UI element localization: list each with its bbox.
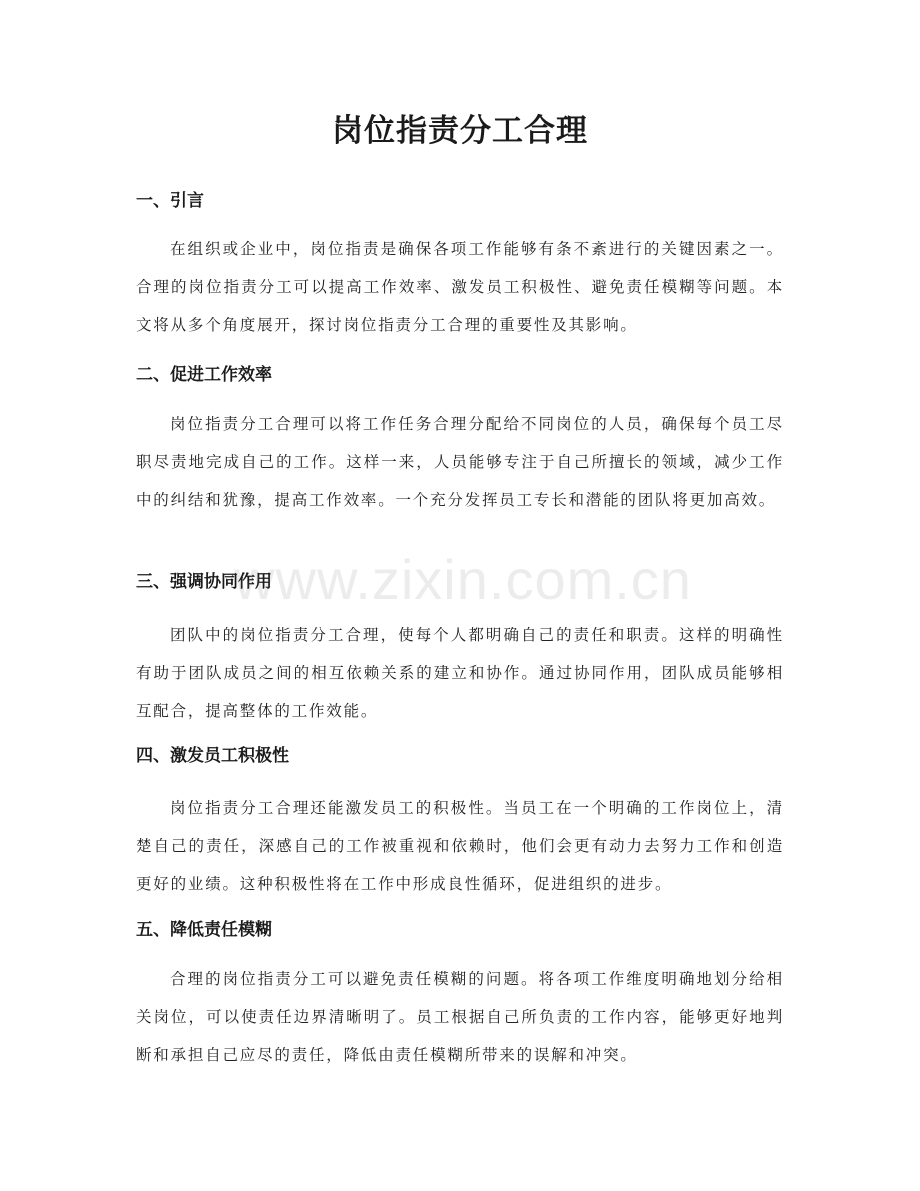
section-heading-collaboration: 三、强调协同作用 (136, 572, 272, 592)
section-body-responsibility: 合理的岗位指责分工可以避免责任模糊的问题。将各项工作维度明确地划分给相关岗位，可以使责任边界清晰明了。员工根据自己所负责的工作内容，能够更好地判断和承担自己应尽的责任，降低由责任模糊所带来的误解和冲突。 (136, 970, 784, 1064)
section-body-motivation: 岗位指责分工合理还能激发员工的积极性。当员工在一个明确的工作岗位上，清楚自己的责任，深感自己的工作被重视和依赖时，他们会更有动力去努力工作和创造更好的业绩。这种积极性将在工作中形成良性循环，促进组织的进步。 (136, 799, 784, 893)
section-body-introduction: 在组织或企业中，岗位指责是确保各项工作能够有条不紊进行的关键因素之一。合理的岗位指责分工可以提高工作效率、激发员工积极性、避免责任模糊等问题。本文将从多个角度展开，探讨岗位指责分工合理的重要性及其影响。 (136, 240, 784, 334)
section-heading-responsibility: 五、降低责任模糊 (136, 920, 272, 940)
section-heading-motivation: 四、激发员工积极性 (136, 746, 289, 766)
watermark: www.zixin.com.cn (234, 548, 692, 611)
document-title: 岗位指责分工合理 (332, 113, 588, 149)
section-heading-efficiency: 二、促进工作效率 (136, 365, 272, 385)
section-heading-introduction: 一、引言 (136, 191, 204, 211)
section-body-efficiency: 岗位指责分工合理可以将工作任务合理分配给不同岗位的人员，确保每个员工尽职尽责地完成自己的工作。这样一来，人员能够专注于自己所擅长的领域，减少工作中的纠结和犹豫，提高工作效率。一个充分发挥员工专长和潜能的团队将更加高效。 (136, 415, 784, 509)
section-body-collaboration: 团队中的岗位指责分工合理，使每个人都明确自己的责任和职责。这样的明确性有助于团队成员之间的相互依赖关系的建立和协作。通过协同作用，团队成员能够相互配合，提高整体的工作效能。 (136, 626, 784, 720)
